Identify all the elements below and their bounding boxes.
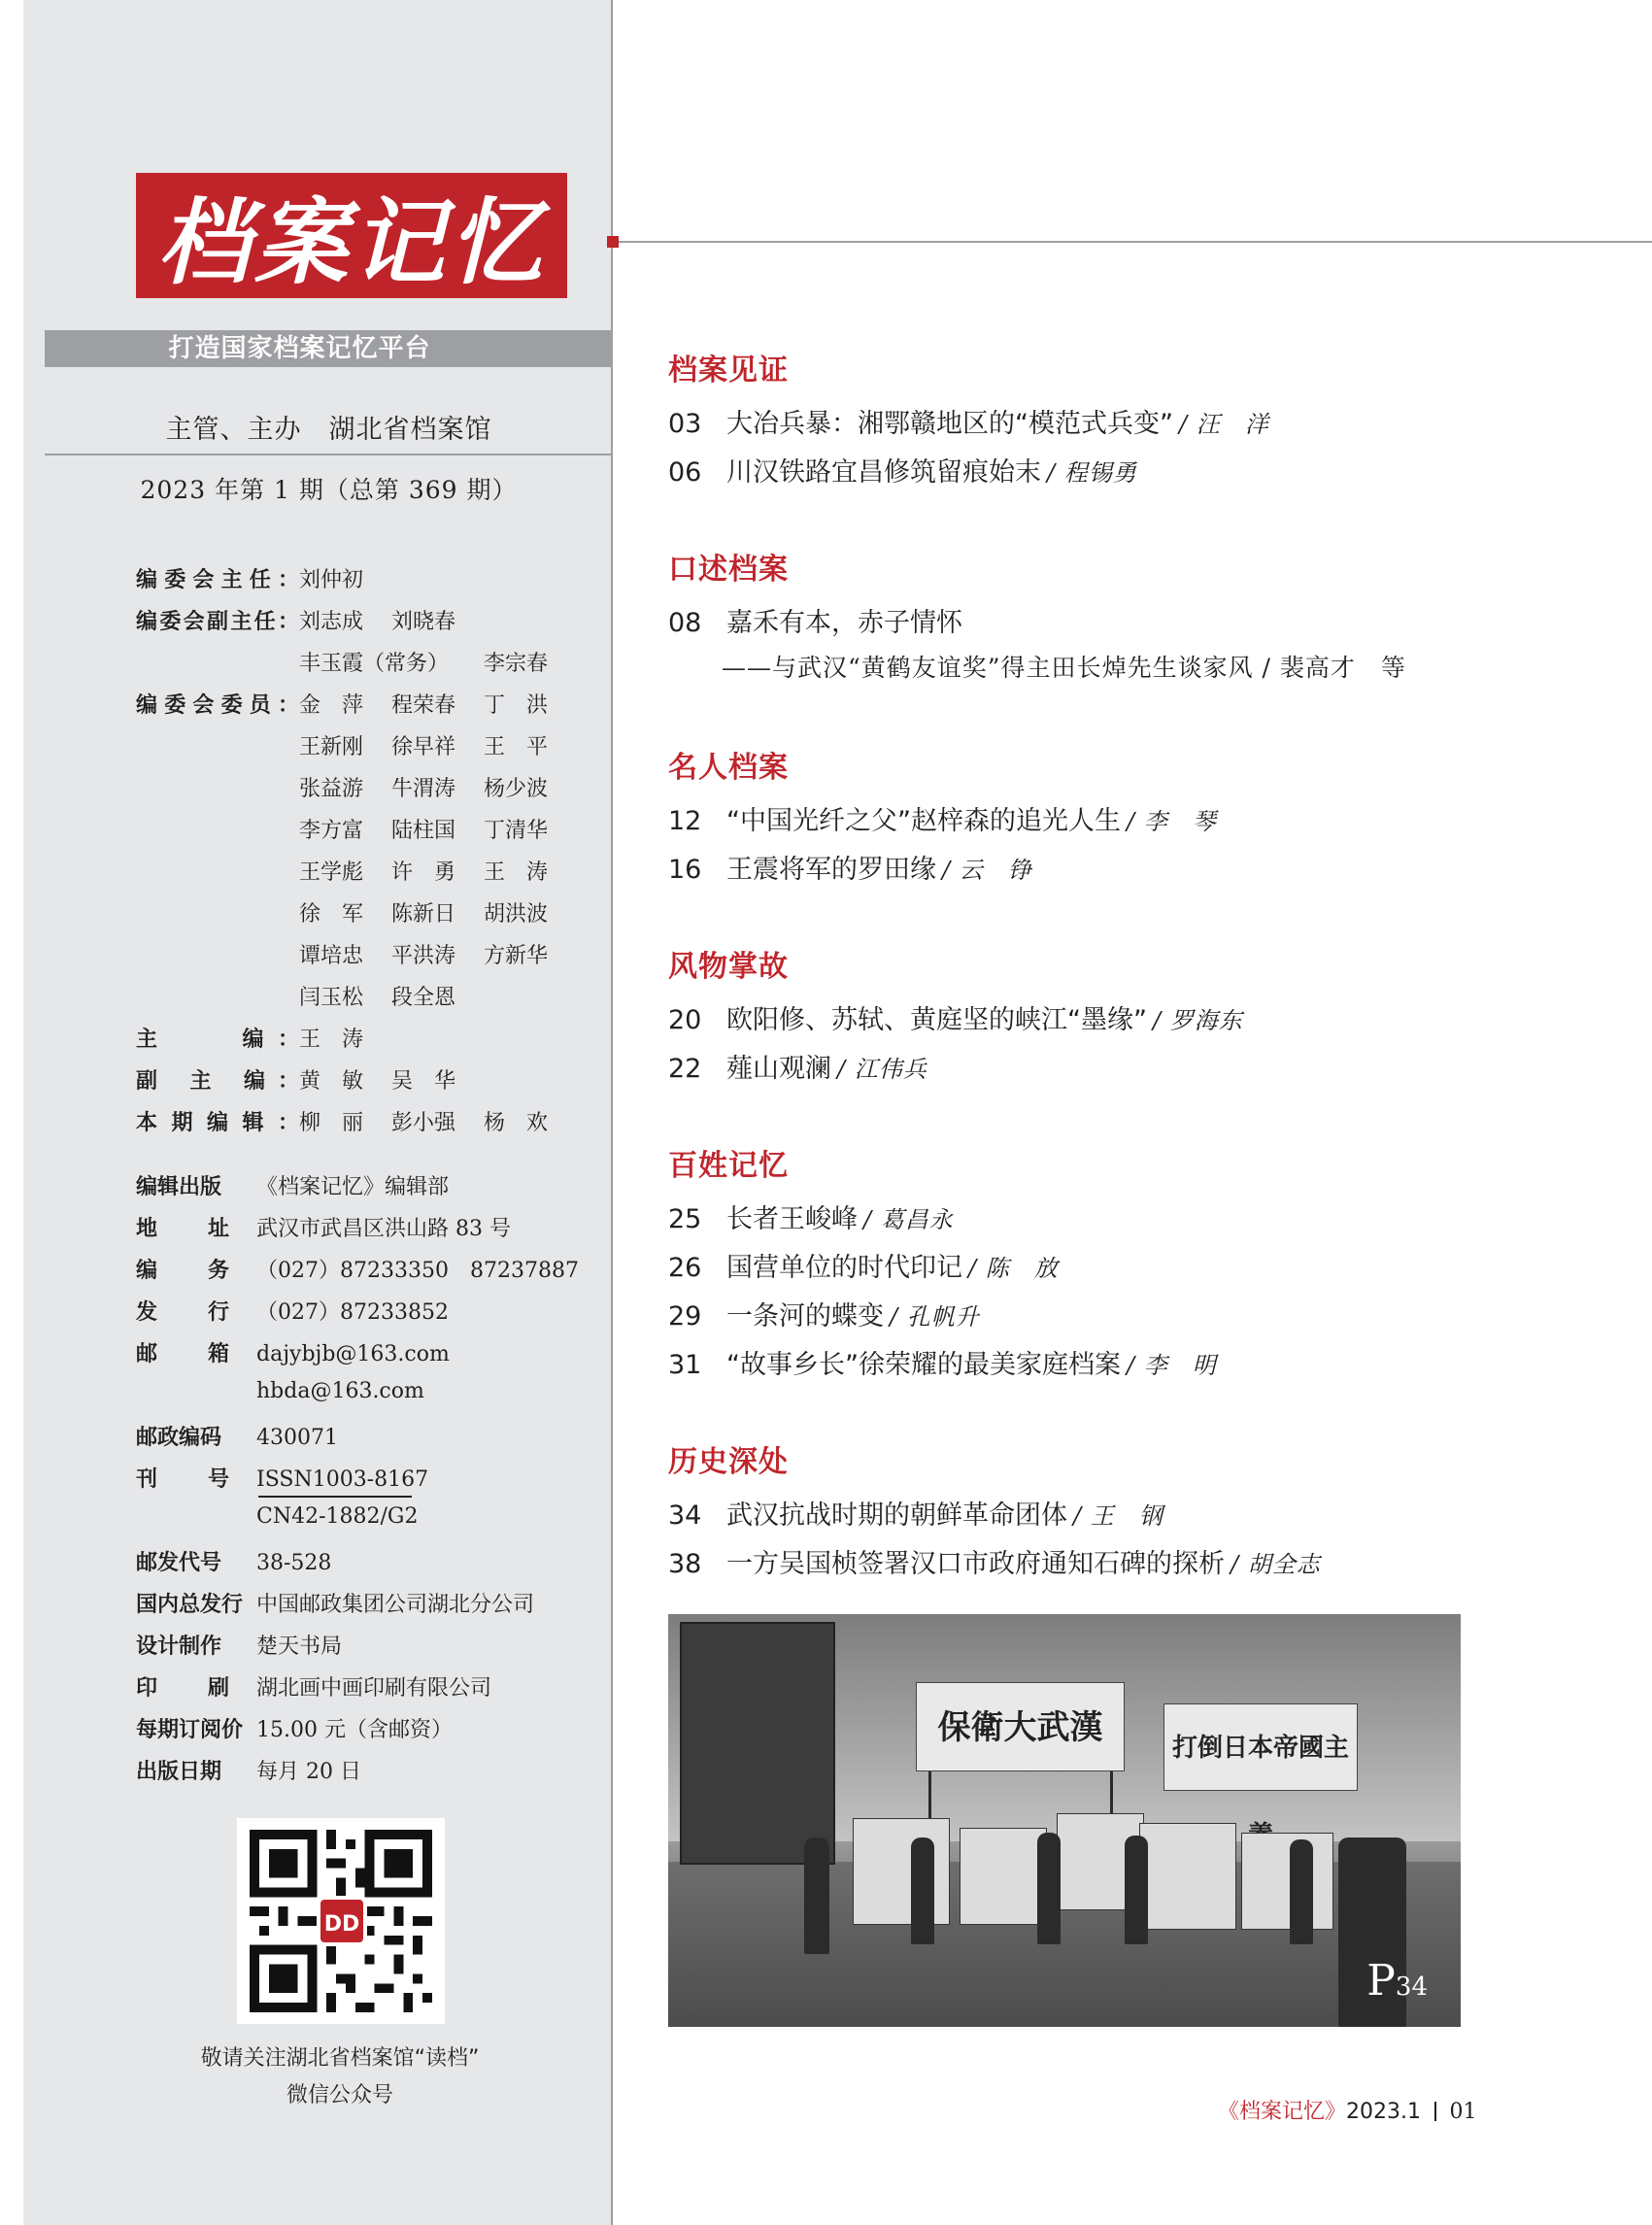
footer-separator bbox=[1434, 2102, 1436, 2121]
divider bbox=[258, 1496, 412, 1498]
toc-title: “故事乡长”徐荣耀的最美家庭档案 bbox=[726, 1350, 1121, 1380]
photo-person bbox=[804, 1837, 829, 1954]
board-members-row bbox=[299, 897, 576, 927]
toc-page: 34 bbox=[668, 1500, 702, 1531]
board-members-row bbox=[299, 981, 484, 1011]
issue-editor-name: 柳 丽 bbox=[299, 1111, 364, 1135]
divider bbox=[45, 454, 613, 455]
magazine-logo: 档案记忆 bbox=[136, 173, 567, 298]
printer-value: 湖北画中画印刷有限公司 bbox=[256, 1676, 492, 1701]
toc-title: “中国光纤之父”赵梓森的追光人生 bbox=[726, 806, 1121, 836]
toc-page: 26 bbox=[668, 1253, 702, 1283]
photo-poster bbox=[680, 1622, 835, 1865]
price-row bbox=[136, 1713, 453, 1743]
issue-editor-name: 彭小强 bbox=[391, 1111, 456, 1135]
board-director-row bbox=[136, 563, 391, 593]
chief-editor-label: 主 编： bbox=[136, 1028, 299, 1052]
section-heading: 风物掌故 bbox=[668, 950, 789, 984]
distributor-row bbox=[136, 1588, 534, 1618]
section-heading: 历史深处 bbox=[668, 1445, 789, 1479]
board-deputy-name: 刘志成 bbox=[299, 610, 364, 634]
toc-author: / 李 琴 bbox=[1126, 808, 1217, 835]
photo-person bbox=[1125, 1836, 1148, 1944]
postcode-row bbox=[136, 1421, 338, 1451]
qr-caption: 敬请关注湖北省档案馆“读档” bbox=[200, 2046, 480, 2071]
issn-row bbox=[136, 1463, 428, 1493]
board-members-row bbox=[299, 730, 576, 760]
pub-date-label: 出版日期 bbox=[136, 1760, 222, 1784]
board-members-label: 编委会委员： bbox=[136, 693, 299, 718]
issn-label: 刊 号 bbox=[136, 1467, 229, 1492]
distributor-value: 中国邮政集团公司湖北分公司 bbox=[256, 1593, 535, 1617]
toc-author: / 江伟兵 bbox=[837, 1056, 927, 1083]
photo-person bbox=[911, 1837, 934, 1944]
toc-author: / 胡全志 bbox=[1231, 1551, 1321, 1578]
postal-code-label: 邮发代号 bbox=[136, 1551, 222, 1575]
board-deputy-name: 刘晓春 bbox=[391, 610, 456, 634]
toc-title: 欧阳修、苏轼、黄庭坚的峡江“墨缘” bbox=[726, 1005, 1147, 1035]
email-value: hbda@163.com bbox=[256, 1379, 424, 1403]
toc-author: / 李 明 bbox=[1126, 1352, 1217, 1379]
editorial-phone-value: （027）87233350 87237887 bbox=[256, 1259, 579, 1283]
toc-title: 国营单位的时代印记 bbox=[726, 1253, 962, 1283]
toc-page: 22 bbox=[668, 1054, 702, 1084]
board-member-name: 平洪涛 bbox=[391, 944, 456, 968]
email-row bbox=[136, 1379, 424, 1403]
photo-page-ref-letter: P bbox=[1366, 1956, 1396, 2006]
board-director-name: 刘仲初 bbox=[299, 568, 364, 592]
board-member-name: 陆柱国 bbox=[391, 819, 456, 843]
toc-page: 12 bbox=[668, 806, 702, 836]
photo-sign bbox=[960, 1828, 1047, 1925]
photo-sign bbox=[853, 1818, 950, 1925]
toc-page: 38 bbox=[668, 1549, 702, 1579]
board-members-row bbox=[299, 814, 576, 844]
toc-page: 20 bbox=[668, 1005, 702, 1035]
photo-banner: 打倒日本帝國主 bbox=[1163, 1703, 1358, 1791]
toc-title: 王震将军的罗田缘 bbox=[726, 855, 936, 885]
toc-author: / 罗海东 bbox=[1152, 1007, 1243, 1034]
board-member-name: 徐 军 bbox=[299, 902, 364, 927]
vice-chief-editor-name: 吴 华 bbox=[391, 1069, 456, 1094]
pub-date-value: 每月 20 日 bbox=[256, 1760, 361, 1784]
toc-subtitle: ——与武汉“黄鹤友谊奖”得主田长焯先生谈家风 / 裴高才 等 bbox=[722, 654, 1406, 682]
board-deputy-label: 编委会副主任： bbox=[136, 610, 299, 634]
publisher-row bbox=[136, 1170, 449, 1200]
issue-editors-label: 本期编辑： bbox=[136, 1111, 299, 1135]
postcode-label: 邮政编码 bbox=[136, 1426, 222, 1450]
cn-row bbox=[136, 1504, 418, 1529]
email-label: 邮 箱 bbox=[136, 1342, 229, 1366]
board-member-name: 段全恩 bbox=[391, 986, 456, 1010]
toc-entry[interactable] bbox=[668, 1295, 980, 1332]
toc-title: 长者王峻峰 bbox=[726, 1204, 858, 1234]
design-value: 楚天书局 bbox=[256, 1635, 343, 1659]
postal-code-value: 38-528 bbox=[256, 1551, 332, 1575]
page-footer bbox=[1218, 2095, 1477, 2125]
board-member-name: 张益游 bbox=[299, 777, 364, 801]
board-member-name: 胡洪波 bbox=[484, 902, 549, 927]
board-member-name: 徐早祥 bbox=[391, 735, 456, 759]
toc-author: / 云 铮 bbox=[942, 857, 1032, 884]
toc-author: / 程锡勇 bbox=[1047, 459, 1137, 487]
qr-caption: 微信公众号 bbox=[286, 2083, 393, 2107]
toc-entry[interactable] bbox=[668, 402, 1269, 440]
board-member-name: 王 涛 bbox=[484, 860, 549, 885]
footer-issue: 2023.1 bbox=[1346, 2100, 1421, 2124]
toc-title: 武汉抗战时期的朝鲜革命团体 bbox=[726, 1500, 1067, 1531]
sponsor-line: 主管、主办 湖北省档案馆 bbox=[165, 415, 492, 445]
photo-person bbox=[1037, 1833, 1061, 1944]
cn-value: CN42-1882/G2 bbox=[256, 1504, 419, 1529]
board-member-name: 谭培忠 bbox=[299, 944, 364, 968]
slogan-bar: 打造国家档案记忆平台 bbox=[45, 330, 613, 367]
board-member-name: 程荣春 bbox=[391, 693, 456, 718]
board-member-name: 闫玉松 bbox=[299, 986, 364, 1010]
photo-page-ref bbox=[1366, 1956, 1428, 2006]
toc-entry[interactable] bbox=[668, 1197, 954, 1235]
dd-logo-icon: DD bbox=[317, 1896, 367, 1946]
board-member-name: 杨少波 bbox=[484, 777, 549, 801]
address-value: 武汉市武昌区洪山路 83 号 bbox=[256, 1217, 511, 1241]
toc-entry[interactable] bbox=[668, 998, 1243, 1036]
issue-editor-name: 杨 欢 bbox=[484, 1111, 549, 1135]
toc-title: 薤山观澜 bbox=[726, 1054, 831, 1084]
section-heading: 口述档案 bbox=[668, 553, 789, 587]
publisher-label: 编辑出版 bbox=[136, 1175, 222, 1199]
toc-author: / 葛昌永 bbox=[863, 1206, 954, 1233]
toc-title: 大冶兵暴：湘鄂赣地区的“模范式兵变” bbox=[726, 409, 1173, 439]
toc-page: 06 bbox=[668, 457, 702, 488]
toc-entry[interactable] bbox=[668, 1343, 1217, 1381]
toc-title: 嘉禾有本，赤子情怀 bbox=[726, 608, 962, 638]
board-member-name: 牛渭涛 bbox=[391, 777, 456, 801]
historical-photo[interactable] bbox=[668, 1614, 1461, 2027]
board-member-name: 金 萍 bbox=[299, 693, 364, 718]
footer-magazine: 《档案记忆》 bbox=[1218, 2100, 1347, 2124]
photo-page-ref-number: 34 bbox=[1395, 1972, 1428, 2002]
email-value: dajybjb@163.com bbox=[256, 1342, 450, 1366]
section-heading: 名人档案 bbox=[668, 751, 789, 785]
photo-banner: 保衛大武漢 bbox=[916, 1682, 1125, 1771]
toc-title: 一条河的蝶变 bbox=[726, 1301, 884, 1332]
board-member-name: 李方富 bbox=[299, 819, 364, 843]
toc-page: 03 bbox=[668, 409, 702, 439]
photo-sign bbox=[1139, 1823, 1236, 1930]
board-member-name: 丁 洪 bbox=[484, 693, 549, 718]
issue-editors-row bbox=[136, 1106, 576, 1136]
editorial-phone-row bbox=[136, 1254, 579, 1284]
toc-entry[interactable] bbox=[668, 451, 1137, 489]
section-heading: 档案见证 bbox=[668, 354, 789, 388]
board-member-name: 丁清华 bbox=[484, 819, 549, 843]
address-row bbox=[136, 1212, 511, 1242]
toc-entry[interactable] bbox=[668, 848, 1032, 886]
price-label: 每期订阅价 bbox=[136, 1718, 244, 1742]
chief-editor-row bbox=[136, 1023, 391, 1053]
board-members-row bbox=[299, 772, 576, 802]
distribution-phone-row bbox=[136, 1296, 449, 1326]
board-member-name: 王 平 bbox=[484, 735, 549, 759]
toc-author: / 陈 放 bbox=[968, 1255, 1059, 1282]
toc-title: 川汉铁路宜昌修筑留痕始末 bbox=[726, 457, 1041, 488]
toc-page: 16 bbox=[668, 855, 702, 885]
toc-entry[interactable] bbox=[668, 799, 1217, 837]
printer-row bbox=[136, 1671, 491, 1702]
printer-label: 印 刷 bbox=[136, 1676, 229, 1701]
toc-title: 一方吴国桢签署汉口市政府通知石碑的探析 bbox=[726, 1549, 1225, 1579]
toc-page: 08 bbox=[668, 608, 702, 638]
toc-entry[interactable] bbox=[668, 1494, 1163, 1532]
distribution-phone-label: 发 行 bbox=[136, 1300, 229, 1325]
board-deputy-name: 丰玉霞（常务） bbox=[299, 652, 450, 676]
vice-chief-editor-label: 副 主 编： bbox=[136, 1069, 299, 1094]
distribution-phone-value: （027）87233852 bbox=[256, 1300, 449, 1325]
board-members-row bbox=[136, 689, 576, 719]
photo-sign bbox=[1241, 1833, 1333, 1930]
wechat-qr-code[interactable] bbox=[237, 1818, 445, 2024]
board-member-name: 许 勇 bbox=[391, 860, 456, 885]
divider bbox=[619, 241, 1652, 243]
toc-page: 25 bbox=[668, 1204, 702, 1234]
address-label: 地 址 bbox=[136, 1217, 229, 1241]
board-members-row bbox=[299, 856, 576, 886]
toc-entry[interactable] bbox=[668, 601, 962, 639]
publisher-value: 《档案记忆》编辑部 bbox=[256, 1175, 450, 1199]
issue-number: 2023 年第 1 期（总第 369 期） bbox=[140, 476, 518, 504]
design-label: 设计制作 bbox=[136, 1635, 222, 1659]
rule-marker bbox=[607, 236, 619, 248]
toc-page: 31 bbox=[668, 1350, 702, 1380]
photo-person bbox=[1290, 1839, 1313, 1944]
postcode-value: 430071 bbox=[256, 1426, 338, 1450]
board-member-name: 方新华 bbox=[484, 944, 549, 968]
toc-author: / 孔帆升 bbox=[890, 1303, 980, 1331]
price-value: 15.00 元（含邮资） bbox=[256, 1718, 453, 1742]
email-row bbox=[136, 1337, 450, 1367]
section-heading: 百姓记忆 bbox=[668, 1149, 789, 1183]
toc-entry[interactable] bbox=[668, 1047, 927, 1085]
footer-page-number: 01 bbox=[1449, 2100, 1477, 2124]
editorial-phone-label: 编 务 bbox=[136, 1259, 229, 1283]
toc-author: / 王 钢 bbox=[1073, 1502, 1163, 1530]
board-deputy-row bbox=[136, 605, 484, 635]
board-members-row bbox=[299, 939, 576, 969]
board-member-name: 王新刚 bbox=[299, 735, 364, 759]
toc-author: / 汪 洋 bbox=[1178, 411, 1269, 438]
board-member-name: 陈新日 bbox=[391, 902, 456, 927]
pub-date-row bbox=[136, 1755, 361, 1785]
toc-entry[interactable] bbox=[668, 1246, 1059, 1284]
distributor-label: 国内总发行 bbox=[136, 1593, 244, 1617]
issn-value: ISSN1003-8167 bbox=[256, 1467, 429, 1492]
vice-chief-editor-name: 黄 敏 bbox=[299, 1069, 364, 1094]
board-director-label: 编委会主任： bbox=[136, 568, 299, 592]
toc-entry[interactable] bbox=[668, 1542, 1321, 1580]
toc-page: 29 bbox=[668, 1301, 702, 1332]
board-member-name: 王学彪 bbox=[299, 860, 364, 885]
vice-chief-editor-row bbox=[136, 1064, 484, 1095]
board-deputy-name: 李宗春 bbox=[484, 652, 549, 676]
postal-code-row bbox=[136, 1546, 331, 1576]
design-row bbox=[136, 1630, 342, 1660]
chief-editor-name: 王 涛 bbox=[299, 1028, 364, 1052]
board-deputy-extra-row bbox=[299, 647, 576, 677]
